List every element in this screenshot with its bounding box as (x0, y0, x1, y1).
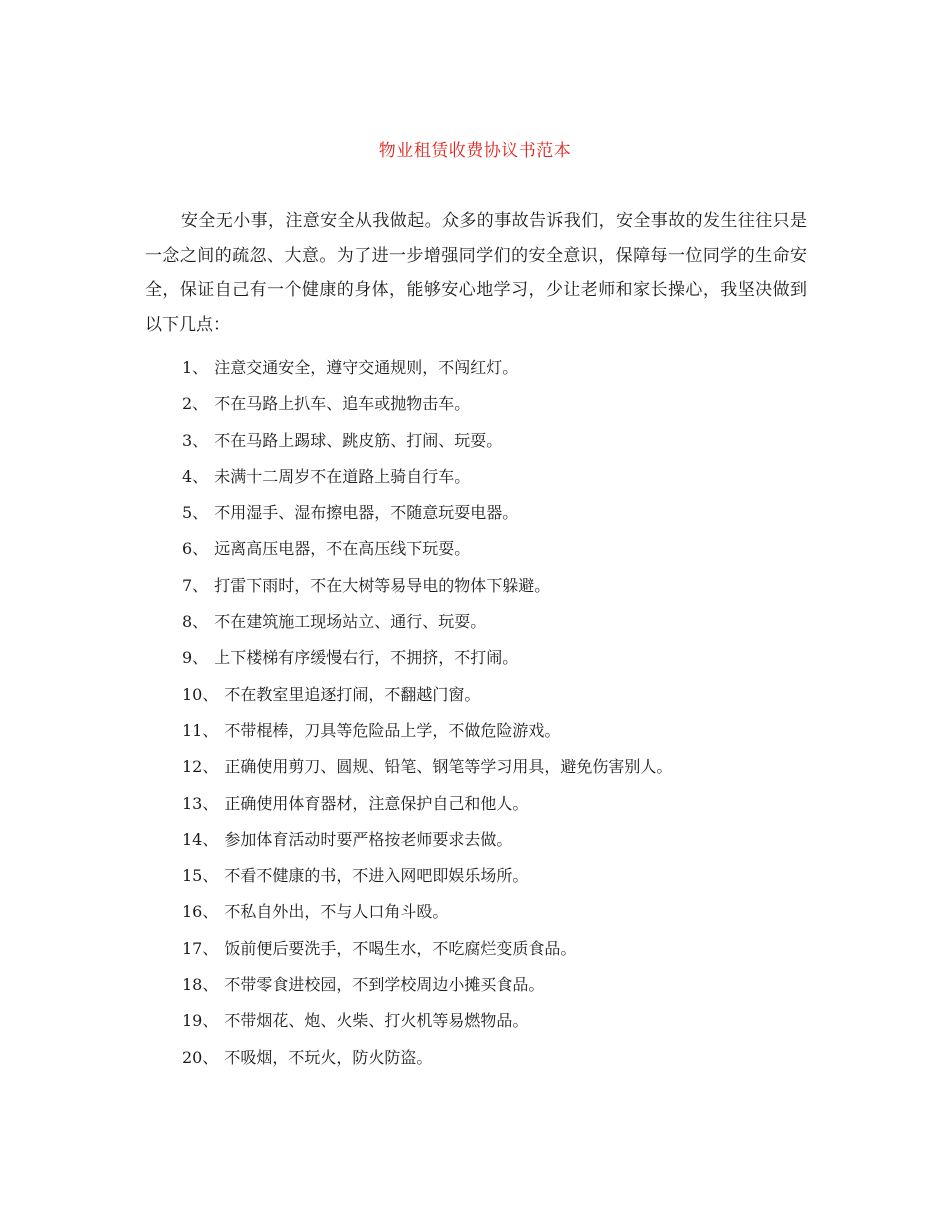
list-item (182, 786, 822, 822)
list-item (182, 531, 822, 567)
intro-paragraph: 安全无小事，注意安全从我做起。众多的事故告诉我们，安全事故的发生往往只是一念之间的疏忽、大意。为了进一步增强同学们的安全意识，保障每一位同学的生命安全，保证自己有一个健康的身体，能够安心地学习，少让老师和家长操心，我坚决做到以下几点： (145, 211, 807, 335)
item-text: 饭前便后要洗手，不喝生水，不吃腐烂变质食品。 (224, 938, 577, 958)
item-text: 不在马路上扒车、追车或抛物击车。 (214, 394, 471, 414)
item-text: 远离高压电器，不在高压线下玩耍。 (214, 539, 471, 559)
item-number: 1、 (182, 358, 209, 377)
item-text: 不在建筑施工现场站立、通行、玩耍。 (214, 612, 487, 632)
item-number: 4、 (182, 466, 209, 486)
list-item (182, 931, 822, 967)
document-title: 物业租赁收费协议书范本 (378, 141, 572, 161)
item-number: 5、 (182, 503, 209, 523)
item-number: 11、 (182, 720, 219, 740)
list-item (182, 1040, 822, 1076)
list-item (182, 604, 822, 640)
item-text: 上下楼梯有序缓慢右行，不拥挤，不打闹。 (214, 648, 519, 668)
list-item (182, 640, 822, 676)
item-text: 不在教室里追逐打闹，不翻越门窗。 (224, 684, 481, 704)
item-text: 注意交通安全，遵守交通规则，不闯红灯。 (214, 358, 519, 377)
item-number: 19、 (182, 1011, 219, 1031)
item-number: 14、 (182, 829, 219, 849)
item-text: 正确使用体育器材，注意保护自己和他人。 (224, 793, 529, 813)
item-number: 15、 (182, 866, 219, 886)
list-item (182, 749, 822, 785)
item-text: 不吸烟，不玩火，防火防盗。 (224, 1047, 433, 1067)
item-number: 10、 (182, 684, 219, 704)
item-text: 不带烟花、炮、火柴、打火机等易燃物品。 (224, 1011, 529, 1031)
item-number: 6、 (182, 539, 209, 559)
list-item (182, 822, 822, 858)
item-number: 2、 (182, 394, 209, 414)
list-item (182, 459, 822, 495)
list-item (182, 894, 822, 930)
item-number: 18、 (182, 975, 219, 995)
list-item (182, 350, 822, 386)
item-text: 打雷下雨时，不在大树等易导电的物体下躲避。 (214, 575, 551, 595)
item-text: 不看不健康的书，不进入网吧即娱乐场所。 (224, 866, 529, 886)
item-number: 8、 (182, 612, 209, 632)
item-number: 20、 (182, 1047, 219, 1067)
list-item (182, 423, 822, 459)
item-text: 参加体育活动时要严格按老师要求去做。 (224, 829, 513, 849)
item-number: 16、 (182, 902, 219, 922)
item-text: 不带棍棒，刀具等危险品上学，不做危险游戏。 (224, 720, 561, 740)
list-item (182, 495, 822, 531)
item-text: 正确使用剪刀、圆规、铅笔、钢笔等学习用具，避免伤害别人。 (224, 757, 673, 777)
list-item (182, 568, 822, 604)
item-number: 3、 (182, 430, 209, 450)
item-number: 12、 (182, 757, 219, 777)
list-item (182, 1003, 822, 1039)
list-item (182, 858, 822, 894)
list-item (182, 967, 822, 1003)
item-number: 17、 (182, 938, 219, 958)
list-item (182, 677, 822, 713)
item-text: 不带零食进校园，不到学校周边小摊买食品。 (224, 975, 545, 995)
item-text: 不用湿手、湿布擦电器，不随意玩耍电器。 (214, 503, 519, 523)
item-number: 7、 (182, 575, 209, 595)
item-text: 不私自外出，不与人口角斗殴。 (224, 902, 449, 922)
item-number: 13、 (182, 793, 219, 813)
item-text: 未满十二周岁不在道路上骑自行车。 (214, 466, 471, 486)
list-item (182, 386, 822, 422)
item-number: 9、 (182, 648, 209, 668)
rules-list (182, 350, 822, 1076)
item-text: 不在马路上踢球、跳皮筋、打闹、玩耍。 (214, 430, 503, 450)
list-item (182, 713, 822, 749)
